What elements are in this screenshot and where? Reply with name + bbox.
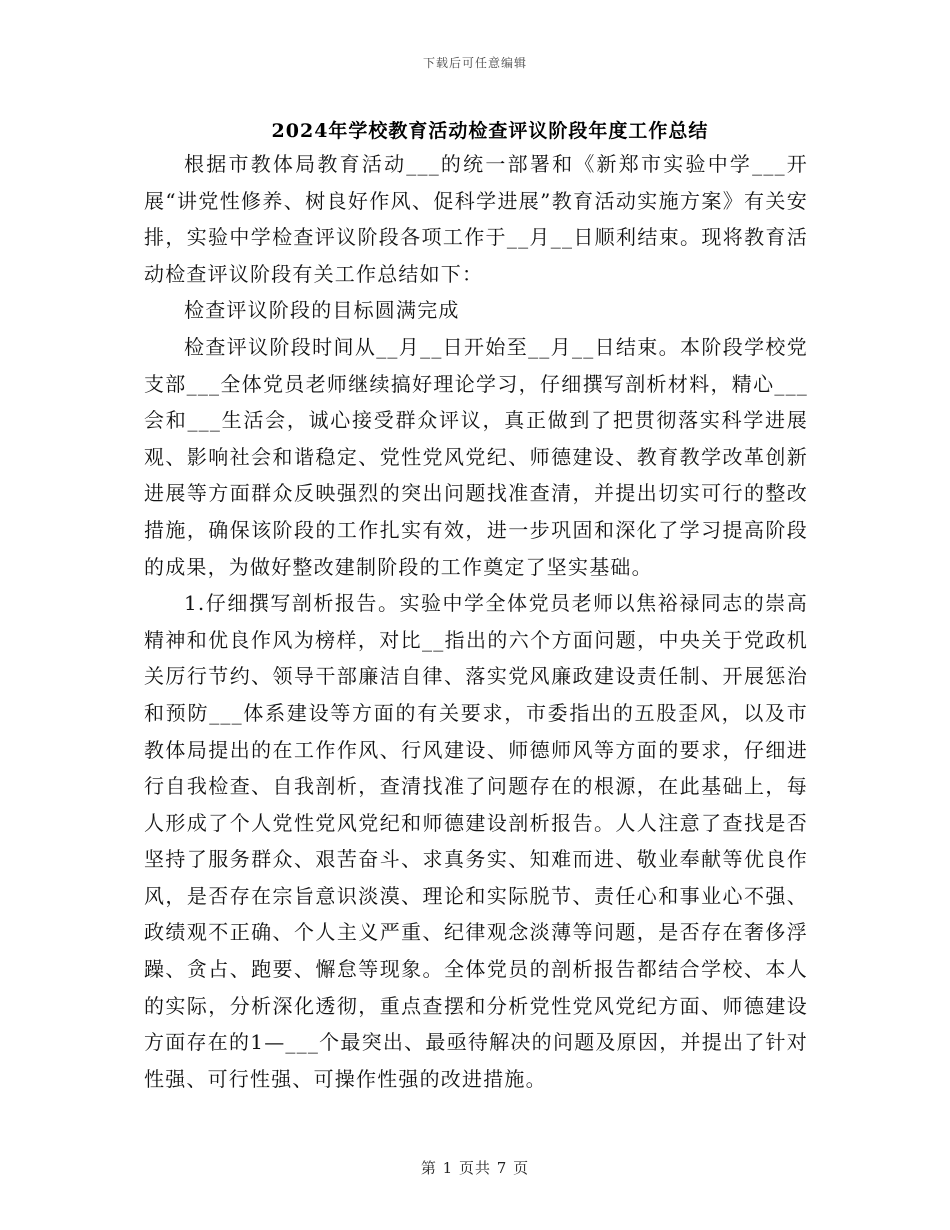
document-body bbox=[144, 146, 808, 1097]
document-title: 2024年学校教育活动检查评议阶段年度工作总结 bbox=[271, 120, 709, 142]
header-note: 下载后可任意编辑 bbox=[422, 56, 527, 70]
paragraph-analysis-report: 1.仔细撰写剖析报告。实验中学全体党员老师以焦裕禄同志的崇高精神和优良作风为榜样，对比__指出的六个方面问题，中央关于党政机关厉行节约、领导干部廉洁自律、落实党风廉政建设责任制、开展惩治和预防___体系建设等方面的有关要求，市委指出的五股歪风，以及市教体局提出的在工作作风、行风建设、师德师风等方面的要求，仔细进行自我检查、自我剖析，查清找准了问题存在的根源，在此基础上，每人形成了个人党性党风党纪和师德建设剖析报告。人人注意了查找是否坚持了服务群众、艰苦奋斗、求真务实、知难而进、敬业奉献等优良作风，是否存在宗旨意识淡漠、理论和实际脱节、责任心和事业心不强、政绩观不正确、个人主义严重、纪律观念淡薄等问题，是否存在奢侈浮躁、贪占、跑要、懈怠等现象。全体党员的剖析报告都结合学校、本人的实际，分析深化透彻，重点查摆和分析党性党风党纪方面、师德建设方面存在的1—___个最突出、最亟待解决的问题及原因，并提出了针对性强、可行性强、可操作性强的改进措施。 bbox=[144, 591, 808, 1091]
paragraph-review-period: 检查评议阶段时间从__月__日开始至__月__日结束。本阶段学校党支部___全体党员老师继续搞好理论学习，仔细撰写剖析材料，精心___会和___生活会，诚心接受群众评议，真正做到了把贯彻落实科学进展观、影响社会和谐稳定、党性党风党纪、师德建设、教育教学改革创新进展等方面群众反映强烈的突出问题找准查清，并提出切实可行的整改措施，确保该阶段的工作扎实有效，进一步巩固和深化了学习提高阶段的成果，为做好整改建制阶段的工作奠定了坚实基础。 bbox=[144, 334, 808, 579]
page-footer: 第 1 页共 7 页 bbox=[420, 1159, 530, 1177]
paragraph-intro: 根据市教体局教育活动___的统一部署和《新郑市实验中学___开展“讲党性修养、树良好作风、促科学进展”教育活动实施方案》有关安排，实验中学检查评议阶段各项工作于__月__日顺利结束。现将教育活动检查评议阶段有关工作总结如下： bbox=[144, 152, 808, 286]
section-heading: 检查评议阶段的目标圆满完成 bbox=[184, 298, 460, 323]
